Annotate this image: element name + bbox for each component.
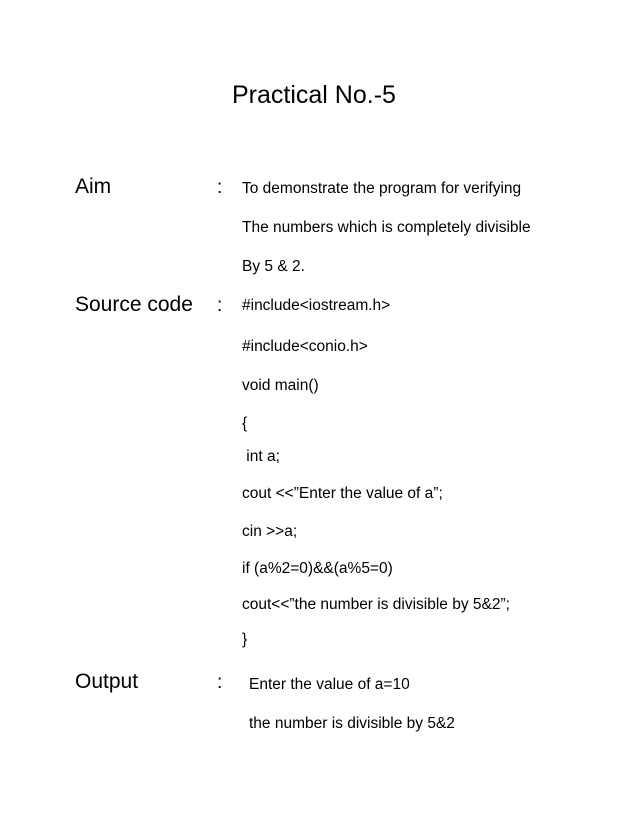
aim-line: The numbers which is completely divisible [242,219,531,236]
code-line: int a; [242,448,280,465]
code-line: if (a%2=0)&&(a%5=0) [242,560,393,577]
output-label: Output [75,670,139,693]
code-line: #include<iostream.h> [242,297,391,314]
source-code-label: Source code [75,293,193,316]
output-line: the number is divisible by 5&2 [249,715,455,732]
code-line: cout<<”the number is divisible by 5&2”; [242,596,510,613]
output-line: Enter the value of a=10 [249,676,410,693]
output-colon: : [217,672,223,693]
code-line: { [242,415,248,432]
code-line: cout <<”Enter the value of a”; [242,485,443,502]
code-line: } [242,631,248,648]
code-line: void main() [242,377,319,394]
aim-colon: : [217,177,223,198]
aim-line: To demonstrate the program for verifying [242,180,522,197]
code-line: cin >>a; [242,523,298,540]
page-title: Practical No.-5 [232,81,396,109]
aim-label: Aim [75,175,112,198]
aim-line: By 5 & 2. [242,258,305,275]
code-line: #include<conio.h> [242,338,368,355]
source-code-colon: : [217,295,223,316]
